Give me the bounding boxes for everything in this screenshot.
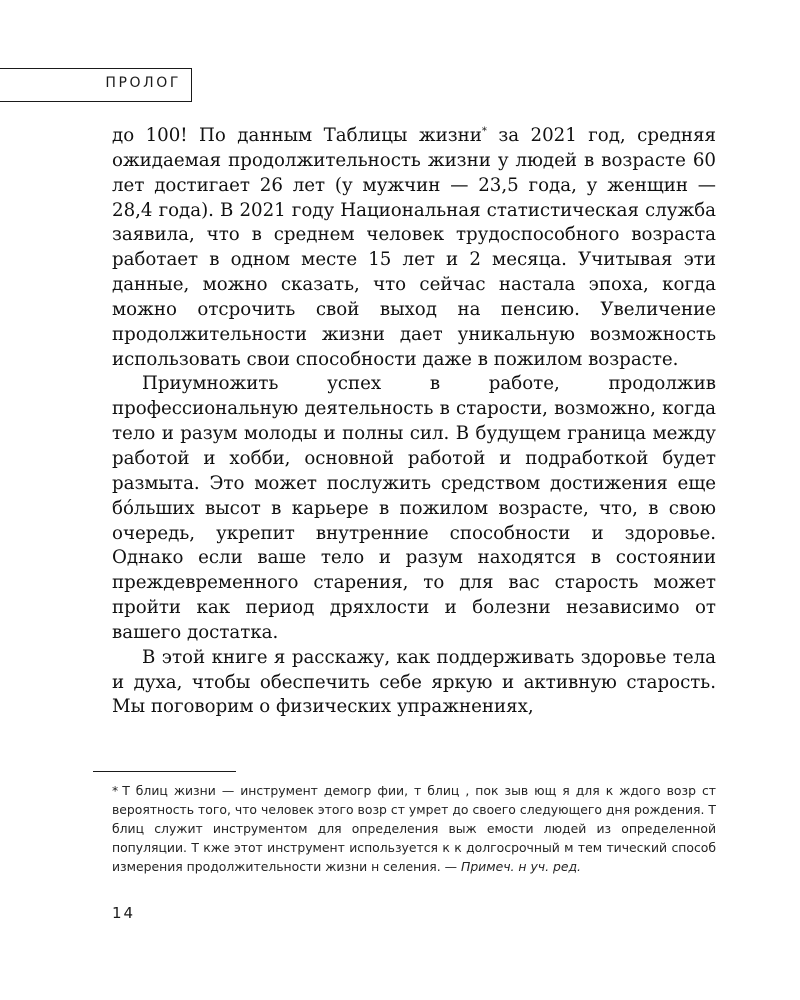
section-header-box <box>0 68 192 102</box>
paragraph-2: Приумножить успех в работе, продолжив профессиональную деятельность в старости, возможно, когда тело и разум молоды и полны сил. В будущем граница между работой и хобби, основной работой и подработкой будет размыта. Это может послужить средством достижения еще бóльших высот в карьере в пожилом возрасте, что, в свою очередь, укрепит внутренние способности и здоровье. Однако если ваше тело и разум находятся в состоянии преждевременного старения, то для вас старость может пройти как период дряхлости и болезни независимо от вашего достатка. <box>112 373 716 643</box>
paragraph-1-rest: за 2021 год, средняя ожидаемая продолжительность жизни у людей в возрасте 60 лет достигает 26 лет (у мужчин — 23,5 года, у женщин — 28,4 года). В 2021 году Национальная статистическая служба заявила, что в среднем человек трудоспособного возраста работает в одном месте 15 лет и 2 месяца. Учитывая эти данные, можно сказать, что сейчас настала эпоха, когда можно отсрочить свой выход на пенсию. Увеличение продолжительности жизни дает уникальную возможность использовать свои способности даже в пожилом возрасте. <box>112 125 716 370</box>
footnote-mark: * <box>112 783 119 798</box>
footnote <box>112 781 716 876</box>
footnote-text: Т блиц жизни — инструмент демогр фии, т блиц , пок зыв ющ я для к ждого возр ст вероятность того, что человек этого возр ст умрет до своего следующего дня рождения. Т блиц служит инструментом для определения выж емости людей из определенной популяции. Т кже этот инструмент используется к к долгосрочный м тем тический способ измерения продолжительности жизни н селения. — <box>112 783 716 874</box>
footnote-divider <box>93 771 236 772</box>
footnote-editor-note: Примеч. н уч. ред. <box>461 859 581 874</box>
paragraph-3: В этой книге я расскажу, как поддерживать здоровье тела и духа, чтобы обеспечить себе яркую и активную старость. Мы поговорим о физических упражнениях, <box>112 646 716 718</box>
footnote-reference-mark: * <box>481 125 487 137</box>
paragraph-1-start: до 100! По данным Таблицы жизни <box>112 125 482 146</box>
main-text-block <box>112 124 716 720</box>
paragraph-1 <box>112 124 716 372</box>
page-number: 14 <box>112 904 136 922</box>
section-header-label: ПРОЛОГ <box>105 75 181 91</box>
